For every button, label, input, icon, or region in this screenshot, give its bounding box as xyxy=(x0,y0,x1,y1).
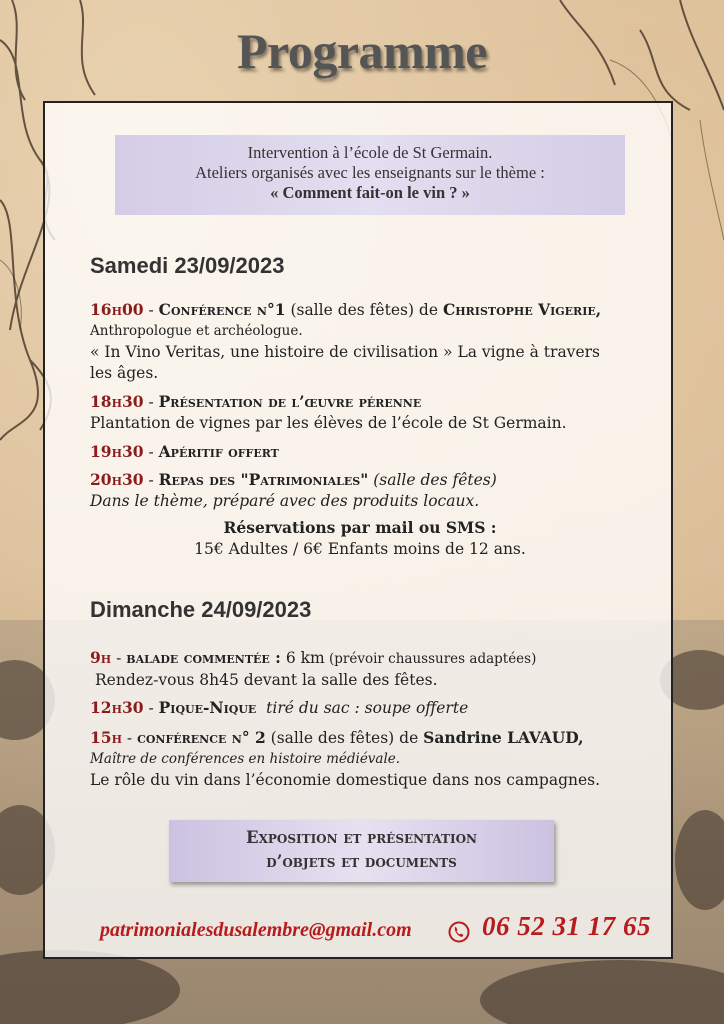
intro-line-1: Intervention à l’école de St Germain. xyxy=(247,143,493,162)
event-description: Le rôle du vin dans l’économie domestique dans nos campagnes. xyxy=(90,771,601,789)
contact-footer xyxy=(45,911,671,951)
event-time: 16h00 xyxy=(90,300,144,319)
event-name: Apéritif offert xyxy=(158,442,279,461)
event-conference-1 xyxy=(90,299,660,384)
reservation-prices: 15€ Adultes / 6€ Enfants moins de 12 ans. xyxy=(194,540,526,558)
event-speaker-role: Maître de conférences en histoire médiévale. xyxy=(90,751,401,767)
event-pique-nique xyxy=(90,697,660,719)
event-time: 18h30 xyxy=(90,392,144,411)
event-time: 9h xyxy=(90,648,112,667)
event-name: Pique-Nique xyxy=(158,698,257,717)
event-note: tiré du sac : soupe offerte xyxy=(266,699,469,717)
event-oeuvre-perenne xyxy=(90,391,660,434)
event-separator: - xyxy=(143,471,159,489)
event-name: Conférence n°1 xyxy=(158,300,286,319)
event-time: 12h30 xyxy=(90,698,144,717)
contact-phone[interactable]: 06 52 31 17 65 xyxy=(482,911,651,941)
event-detail: 6 km xyxy=(280,649,325,667)
exposition-line-2: d’objets et documents xyxy=(266,852,457,871)
event-separator: - xyxy=(143,443,159,461)
event-conference-2 xyxy=(90,727,660,791)
event-speaker: Christophe Vigerie, xyxy=(442,300,602,319)
event-description: Dans le thème, préparé avec des produits locaux. xyxy=(90,492,480,510)
event-description: « In Vino Veritas, une histoire de civilisation » La vigne à travers les âges. xyxy=(90,343,600,382)
event-time: 19h30 xyxy=(90,442,144,461)
event-separator: - xyxy=(143,699,159,717)
event-separator: - xyxy=(143,393,159,411)
event-speaker-role: Anthropologue et archéologue. xyxy=(90,323,303,339)
reservation-title: Réservations par mail ou SMS : xyxy=(223,518,497,537)
event-separator: - xyxy=(121,729,138,747)
event-description: Rendez-vous 8h45 devant la salle des fêtes. xyxy=(95,671,438,689)
intro-line-3: « Comment fait-on le vin ? » xyxy=(270,183,470,202)
programme-panel xyxy=(43,101,673,959)
event-time: 15h xyxy=(90,728,122,747)
event-balade xyxy=(90,647,660,691)
exposition-line-1: Exposition et présentation xyxy=(246,828,477,847)
sunday-title: Dimanche 24/09/2023 xyxy=(90,597,312,622)
event-name: conférence n° 2 xyxy=(137,728,266,747)
intro-line-2: Ateliers organisés avec les enseignants sur le thème : xyxy=(195,163,545,182)
event-place: (salle des fêtes) de xyxy=(285,301,443,319)
event-repas xyxy=(90,469,660,512)
school-intro-box xyxy=(115,135,625,215)
exposition-box xyxy=(169,820,554,882)
event-time: 20h30 xyxy=(90,470,144,489)
event-description: Plantation de vignes par les élèves de l’école de St Germain. xyxy=(90,414,567,432)
event-aperitif xyxy=(90,441,660,463)
saturday-title: Samedi 23/09/2023 xyxy=(90,253,285,278)
event-separator: - xyxy=(111,649,127,667)
event-place: (salle des fêtes) de xyxy=(265,729,424,747)
event-place: (salle des fêtes) xyxy=(368,471,497,489)
event-name: balade commentée : xyxy=(126,648,281,667)
page-title: Programme xyxy=(236,23,488,79)
event-name: Présentation de l’œuvre pérenne xyxy=(158,392,422,411)
contact-email[interactable]: patrimonialesdusalembre@gmail.com xyxy=(100,919,412,941)
event-note: (prévoir chaussures adaptées) xyxy=(324,651,537,667)
phone-icon xyxy=(448,921,470,943)
event-name: Repas des "Patrimoniales" xyxy=(158,470,369,489)
event-separator: - xyxy=(143,301,159,319)
event-speaker: Sandrine LAVAUD, xyxy=(423,728,584,747)
